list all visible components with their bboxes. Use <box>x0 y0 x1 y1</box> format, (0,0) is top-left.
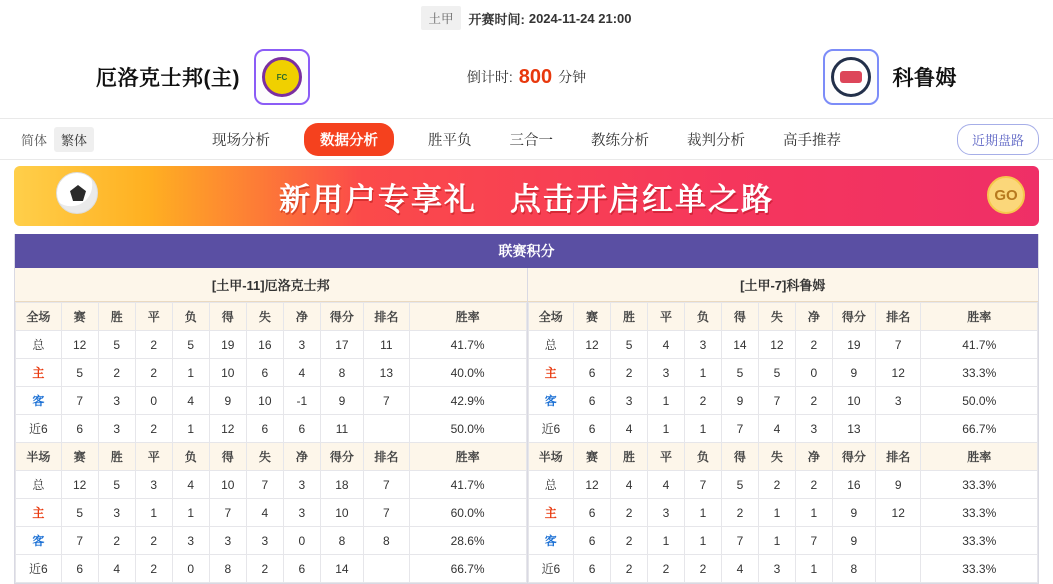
table-cell: 1 <box>648 527 685 555</box>
column-header: 赛 <box>574 443 611 471</box>
table-cell: 12 <box>61 471 98 499</box>
table-cell: 5 <box>172 331 209 359</box>
table-cell: 9 <box>209 387 246 415</box>
table-cell: 7 <box>209 499 246 527</box>
table-cell: 66.7% <box>921 415 1038 443</box>
full-time-header-row <box>16 303 527 331</box>
away-standings-body <box>528 303 1038 583</box>
table-cell: 1 <box>172 359 209 387</box>
nav-items <box>0 123 1053 156</box>
table-cell: 7 <box>364 471 410 499</box>
table-cell: 33.3% <box>921 527 1038 555</box>
table-cell <box>364 555 410 583</box>
table-cell: 4 <box>721 555 758 583</box>
table-cell: 4 <box>758 415 795 443</box>
table-cell: 10 <box>246 387 283 415</box>
table-cell: 13 <box>364 359 410 387</box>
table-cell: 1 <box>172 499 209 527</box>
table-cell <box>875 555 921 583</box>
table-row <box>528 415 1038 443</box>
table-cell: 1 <box>648 387 685 415</box>
table-cell: 2 <box>98 359 135 387</box>
column-header: 负 <box>684 443 721 471</box>
home-team-badge-icon <box>254 49 310 105</box>
column-header: 失 <box>758 443 795 471</box>
table-cell: 1 <box>795 499 832 527</box>
row-label: 客 <box>16 527 62 555</box>
column-header: 胜率 <box>921 443 1038 471</box>
tab-data-analysis[interactable]: 数据分析 <box>304 123 394 156</box>
row-label: 主 <box>16 499 62 527</box>
table-cell: 10 <box>209 359 246 387</box>
table-cell: 5 <box>98 331 135 359</box>
table-cell: 6 <box>574 359 611 387</box>
table-cell: 4 <box>648 331 685 359</box>
table-cell: 8 <box>320 527 363 555</box>
promo-go-button[interactable]: GO <box>987 176 1025 214</box>
table-cell: 12 <box>209 415 246 443</box>
table-cell: 6 <box>283 555 320 583</box>
column-header: 平 <box>648 303 685 331</box>
row-label: 客 <box>528 387 574 415</box>
column-header: 胜率 <box>409 303 526 331</box>
table-cell: 4 <box>172 471 209 499</box>
table-row <box>16 499 527 527</box>
table-cell: 7 <box>795 527 832 555</box>
column-header: 负 <box>172 303 209 331</box>
table-cell: 3 <box>283 471 320 499</box>
table-cell: 2 <box>684 387 721 415</box>
table-cell: 5 <box>61 499 98 527</box>
half-time-header-row <box>528 443 1038 471</box>
table-cell: 7 <box>758 387 795 415</box>
column-header: 净 <box>283 303 320 331</box>
column-header: 赛 <box>574 303 611 331</box>
table-cell: 2 <box>611 499 648 527</box>
table-cell: 3 <box>209 527 246 555</box>
table-cell: 33.3% <box>921 555 1038 583</box>
table-cell <box>364 415 410 443</box>
table-cell: 3 <box>648 359 685 387</box>
table-cell: 12 <box>875 359 921 387</box>
table-cell: 8 <box>364 527 410 555</box>
table-cell: 7 <box>364 499 410 527</box>
column-header: 平 <box>648 443 685 471</box>
table-cell: 6 <box>574 415 611 443</box>
countdown-unit: 分钟 <box>558 69 587 85</box>
table-cell: 4 <box>611 415 648 443</box>
table-cell: 10 <box>832 387 875 415</box>
table-cell: 3 <box>875 387 921 415</box>
countdown-value: 800 <box>518 65 553 88</box>
tab-live-analysis[interactable]: 现场分析 <box>212 132 270 149</box>
column-header: 失 <box>758 303 795 331</box>
column-header: 净 <box>795 443 832 471</box>
table-cell: 3 <box>795 415 832 443</box>
table-cell: 41.7% <box>409 331 526 359</box>
table-cell: 4 <box>283 359 320 387</box>
table-cell: 14 <box>320 555 363 583</box>
table-cell: 9 <box>832 499 875 527</box>
table-row <box>16 331 527 359</box>
table-cell: 1 <box>684 499 721 527</box>
table-cell: 6 <box>246 359 283 387</box>
column-header: 得分 <box>832 303 875 331</box>
away-standings-table <box>528 302 1039 583</box>
table-cell: 7 <box>684 471 721 499</box>
home-standings-panel <box>15 268 527 583</box>
kickoff-time: 2024-11-24 21:00 <box>528 10 632 26</box>
table-cell: 14 <box>721 331 758 359</box>
table-cell: 3 <box>283 331 320 359</box>
table-cell: 7 <box>721 415 758 443</box>
table-cell: 2 <box>721 499 758 527</box>
table-cell: 28.6% <box>409 527 526 555</box>
table-row <box>528 471 1038 499</box>
table-cell: 8 <box>320 359 363 387</box>
lang-traditional[interactable]: 繁体 <box>54 127 94 152</box>
tab-referee-analysis[interactable]: 裁判分析 <box>687 132 745 149</box>
table-cell: 13 <box>832 415 875 443</box>
table-cell: 0 <box>283 527 320 555</box>
soccer-ball-icon <box>56 172 98 214</box>
table-row <box>528 359 1038 387</box>
table-cell: 2 <box>611 527 648 555</box>
table-cell: 16 <box>246 331 283 359</box>
table-cell: 1 <box>135 499 172 527</box>
table-cell: 19 <box>832 331 875 359</box>
table-cell: 9 <box>875 471 921 499</box>
lang-simplified[interactable]: 简体 <box>21 132 48 148</box>
table-row <box>16 387 527 415</box>
home-team[interactable] <box>96 49 310 105</box>
table-cell: 12 <box>758 331 795 359</box>
match-info-bar <box>0 0 1053 36</box>
table-cell: 3 <box>684 331 721 359</box>
table-cell: 5 <box>721 471 758 499</box>
table-cell: 2 <box>98 527 135 555</box>
tab-three-in-one[interactable]: 三合一 <box>509 132 553 149</box>
table-cell: 9 <box>832 359 875 387</box>
table-cell: 0 <box>172 555 209 583</box>
table-cell: 9 <box>320 387 363 415</box>
table-cell: 2 <box>795 331 832 359</box>
column-header: 胜 <box>98 303 135 331</box>
table-cell: 8 <box>209 555 246 583</box>
table-cell: 2 <box>246 555 283 583</box>
tab-coach-analysis[interactable]: 教练分析 <box>591 132 649 149</box>
table-cell: 3 <box>98 415 135 443</box>
column-header: 全场 <box>528 303 574 331</box>
table-cell: 18 <box>320 471 363 499</box>
table-cell: -1 <box>283 387 320 415</box>
row-label: 近6 <box>16 415 62 443</box>
home-standings-body <box>16 303 527 583</box>
tab-win-draw-loss[interactable]: 胜平负 <box>428 132 472 149</box>
table-cell: 12 <box>875 499 921 527</box>
table-cell: 7 <box>246 471 283 499</box>
column-header: 净 <box>283 443 320 471</box>
table-cell: 2 <box>135 331 172 359</box>
home-badge-inner: FC <box>262 57 302 97</box>
home-standings-table <box>15 302 527 583</box>
table-cell: 66.7% <box>409 555 526 583</box>
table-row <box>528 499 1038 527</box>
column-header: 排名 <box>875 303 921 331</box>
away-standings-panel <box>527 268 1039 583</box>
column-header: 半场 <box>528 443 574 471</box>
away-standings-header: [土甲-7]科鲁姆 <box>528 268 1039 302</box>
table-cell: 40.0% <box>409 359 526 387</box>
table-cell: 6 <box>574 555 611 583</box>
row-label: 总 <box>528 331 574 359</box>
table-cell: 4 <box>98 555 135 583</box>
table-cell: 16 <box>832 471 875 499</box>
table-row <box>528 331 1038 359</box>
column-header: 净 <box>795 303 832 331</box>
table-cell: 3 <box>98 387 135 415</box>
table-row <box>16 359 527 387</box>
column-header: 赛 <box>61 303 98 331</box>
table-cell: 11 <box>364 331 410 359</box>
table-row <box>528 527 1038 555</box>
table-cell: 3 <box>98 499 135 527</box>
row-label: 近6 <box>16 555 62 583</box>
row-label: 主 <box>528 499 574 527</box>
column-header: 得 <box>209 303 246 331</box>
table-cell: 6 <box>574 527 611 555</box>
table-cell: 33.3% <box>921 471 1038 499</box>
column-header: 失 <box>246 443 283 471</box>
table-cell: 6 <box>246 415 283 443</box>
column-header: 胜率 <box>921 303 1038 331</box>
table-cell: 5 <box>721 359 758 387</box>
table-cell: 41.7% <box>409 471 526 499</box>
table-cell: 3 <box>172 527 209 555</box>
table-cell: 3 <box>283 499 320 527</box>
table-cell: 41.7% <box>921 331 1038 359</box>
table-cell <box>875 527 921 555</box>
table-cell: 33.3% <box>921 359 1038 387</box>
column-header: 得分 <box>320 303 363 331</box>
table-cell: 7 <box>61 387 98 415</box>
table-cell: 4 <box>611 471 648 499</box>
table-cell: 2 <box>611 555 648 583</box>
column-header: 排名 <box>364 443 410 471</box>
table-cell: 2 <box>795 387 832 415</box>
table-cell: 1 <box>758 499 795 527</box>
table-cell: 5 <box>61 359 98 387</box>
table-cell: 2 <box>648 555 685 583</box>
column-header: 平 <box>135 303 172 331</box>
table-cell: 6 <box>574 387 611 415</box>
table-cell: 6 <box>574 499 611 527</box>
column-header: 胜 <box>98 443 135 471</box>
row-label: 主 <box>528 359 574 387</box>
column-header: 得分 <box>832 443 875 471</box>
table-cell: 4 <box>648 471 685 499</box>
table-cell: 6 <box>61 415 98 443</box>
promo-banner[interactable] <box>14 166 1039 226</box>
table-cell: 19 <box>209 331 246 359</box>
away-badge-inner <box>831 57 871 97</box>
table-cell: 2 <box>135 415 172 443</box>
table-cell: 33.3% <box>921 499 1038 527</box>
table-row <box>528 555 1038 583</box>
table-cell: 6 <box>61 555 98 583</box>
promo-banner-text: 新用户专享礼 点击开启红单之路 <box>279 181 774 217</box>
kickoff-label: 开赛时间: <box>468 11 525 27</box>
table-cell: 12 <box>574 471 611 499</box>
main-nav <box>0 118 1053 160</box>
table-cell: 3 <box>135 471 172 499</box>
table-cell: 50.0% <box>409 415 526 443</box>
column-header: 负 <box>684 303 721 331</box>
table-cell: 2 <box>684 555 721 583</box>
table-cell: 11 <box>320 415 363 443</box>
table-row <box>16 415 527 443</box>
countdown-label: 倒计时: <box>466 69 513 85</box>
row-label: 总 <box>16 471 62 499</box>
table-cell: 5 <box>98 471 135 499</box>
table-cell: 3 <box>758 555 795 583</box>
away-team-badge-icon <box>823 49 879 105</box>
table-cell: 7 <box>875 331 921 359</box>
table-cell: 2 <box>795 471 832 499</box>
column-header: 全场 <box>16 303 62 331</box>
column-header: 胜 <box>611 303 648 331</box>
column-header: 赛 <box>61 443 98 471</box>
table-cell <box>875 415 921 443</box>
league-standings-title: 联赛积分 <box>15 234 1038 268</box>
row-label: 总 <box>16 331 62 359</box>
table-cell: 5 <box>758 359 795 387</box>
full-time-header-row <box>528 303 1038 331</box>
table-cell: 8 <box>832 555 875 583</box>
table-cell: 2 <box>135 527 172 555</box>
table-cell: 1 <box>172 415 209 443</box>
table-cell: 3 <box>648 499 685 527</box>
table-cell: 5 <box>611 331 648 359</box>
column-header: 失 <box>246 303 283 331</box>
table-cell: 50.0% <box>921 387 1038 415</box>
table-cell: 7 <box>61 527 98 555</box>
table-cell: 4 <box>246 499 283 527</box>
league-tag: 土甲 <box>421 6 460 30</box>
column-header: 平 <box>135 443 172 471</box>
table-cell: 2 <box>758 471 795 499</box>
table-cell: 9 <box>721 387 758 415</box>
row-label: 总 <box>528 471 574 499</box>
table-cell: 3 <box>246 527 283 555</box>
table-cell: 60.0% <box>409 499 526 527</box>
table-cell: 12 <box>61 331 98 359</box>
column-header: 得分 <box>320 443 363 471</box>
column-header: 得 <box>209 443 246 471</box>
row-label: 客 <box>528 527 574 555</box>
table-cell: 10 <box>209 471 246 499</box>
table-row <box>528 387 1038 415</box>
table-cell: 12 <box>574 331 611 359</box>
table-cell: 2 <box>611 359 648 387</box>
table-cell: 1 <box>758 527 795 555</box>
table-cell: 2 <box>135 359 172 387</box>
column-header: 半场 <box>16 443 62 471</box>
table-cell: 2 <box>135 555 172 583</box>
home-team-name: 厄洛克士邦(主) <box>96 67 240 90</box>
column-header: 排名 <box>875 443 921 471</box>
column-header: 得 <box>721 303 758 331</box>
table-cell: 0 <box>795 359 832 387</box>
table-cell: 1 <box>684 415 721 443</box>
table-cell: 1 <box>684 527 721 555</box>
table-cell: 10 <box>320 499 363 527</box>
table-cell: 0 <box>135 387 172 415</box>
table-cell: 17 <box>320 331 363 359</box>
table-cell: 3 <box>611 387 648 415</box>
away-team-name: 科鲁姆 <box>892 67 957 90</box>
half-time-header-row <box>16 443 527 471</box>
row-label: 主 <box>16 359 62 387</box>
table-row <box>16 527 527 555</box>
column-header: 胜 <box>611 443 648 471</box>
table-cell: 42.9% <box>409 387 526 415</box>
away-team[interactable] <box>823 49 958 105</box>
league-standings-card <box>14 234 1039 584</box>
table-cell: 1 <box>795 555 832 583</box>
row-label: 近6 <box>528 555 574 583</box>
teams-row <box>0 36 1053 118</box>
table-cell: 4 <box>172 387 209 415</box>
language-switch[interactable] <box>14 127 94 152</box>
table-cell: 7 <box>364 387 410 415</box>
column-header: 排名 <box>364 303 410 331</box>
table-cell: 7 <box>721 527 758 555</box>
column-header: 得 <box>721 443 758 471</box>
column-header: 胜率 <box>409 443 526 471</box>
row-label: 客 <box>16 387 62 415</box>
row-label: 近6 <box>528 415 574 443</box>
table-cell: 6 <box>283 415 320 443</box>
home-standings-header: [土甲-11]厄洛克士邦 <box>15 268 527 302</box>
table-cell: 9 <box>832 527 875 555</box>
table-cell: 1 <box>648 415 685 443</box>
table-row <box>16 471 527 499</box>
tab-expert-picks[interactable]: 高手推荐 <box>783 132 841 149</box>
table-row <box>16 555 527 583</box>
column-header: 负 <box>172 443 209 471</box>
recent-odds-button[interactable]: 近期盘路 <box>957 124 1039 155</box>
table-cell: 1 <box>684 359 721 387</box>
